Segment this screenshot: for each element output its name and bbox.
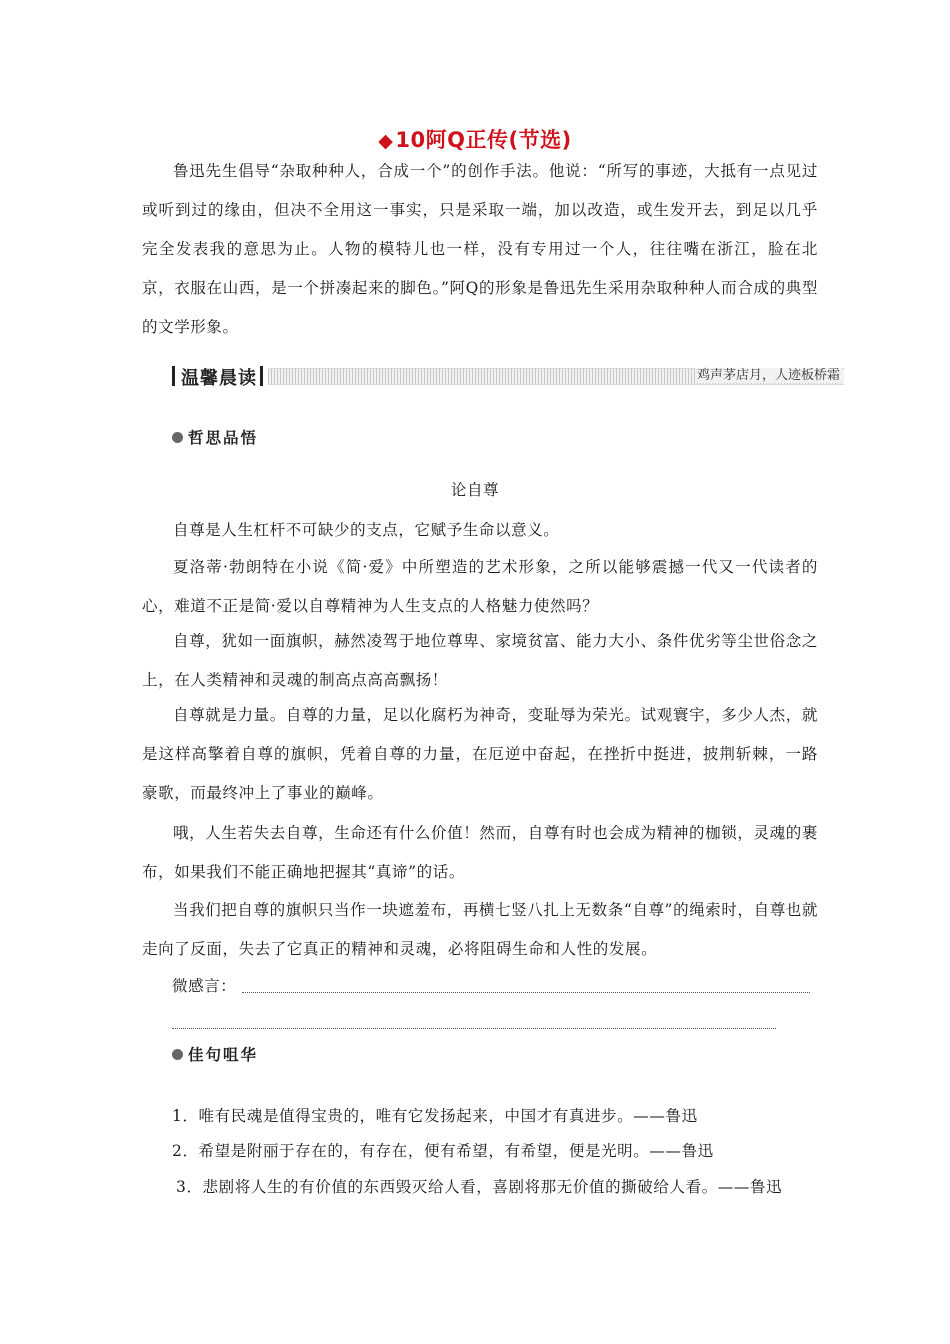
essay-title: 论自尊 (450, 481, 500, 499)
essay-paragraph: 夏洛蒂·勃朗特在小说《简·爱》中所塑造的艺术形象，之所以能够震撼一代又一代读者的心，难道不正是简·爱以自尊精神为人生支点的人格魅力使然吗？ (142, 558, 818, 615)
reflection-write-line[interactable] (172, 1028, 776, 1029)
section-heading-text: 哲思品悟 (188, 429, 259, 447)
diamond-icon: ◆ (378, 130, 394, 152)
banner-bar-right (260, 366, 263, 386)
essay-paragraph: 当我们把自尊的旗帜只当作一块遮羞布，再横七竖八扎上无数条“自尊”的绳索时，自尊也就走向了反面，失去了它真正的精神和灵魂，必将阻碍生命和人性的发展。 (142, 901, 818, 958)
bullet-dot-icon (172, 1049, 183, 1060)
banner-bar-left (172, 366, 175, 386)
banner-label: 温馨晨读 (181, 368, 257, 389)
banner-quote: 鸡声茅店月，人迹板桥霜 (696, 368, 840, 383)
lesson-title-text: 10阿Q正传(节选) (395, 128, 572, 152)
reflection-write-line[interactable] (242, 992, 810, 993)
bullet-dot-icon (172, 432, 183, 443)
section-heading-philosophy (172, 426, 258, 448)
intro-paragraph: 鲁迅先生倡导“杂取种种人，合成一个”的创作手法。他说：“所写的事迹，大抵有一点见过或听到过的缘由，但决不全用这一事实，只是采取一端，加以改造，或生发开去，到足以几乎完全发表我的意思为止。人物的模特儿也一样，没有专用过一个人，往往嘴在浙江，脸在北京，衣服在山西，是一个拼凑起来的脚色。”阿Q的形象是鲁迅先生采用杂取种种人而合成的典型的文学形象。 (142, 162, 818, 336)
essay-paragraph: 自尊是人生杠杆不可缺少的支点，它赋予生命以意义。 (173, 521, 560, 539)
section-heading-text: 佳句咀华 (188, 1046, 259, 1064)
essay-paragraph: 自尊就是力量。自尊的力量，足以化腐朽为神奇，变耻辱为荣光。试观寰宇，多少人杰，就是这样高擎着自尊的旗帜，凭着自尊的力量，在厄逆中奋起，在挫折中挺进，披荆斩棘，一路豪歌，而最终冲上了事业的巅峰。 (142, 706, 818, 802)
morning-reading-banner (172, 364, 844, 388)
quote-item: 2．希望是附丽于存在的，有存在，便有希望，有希望，便是光明。——鲁迅 (172, 1142, 714, 1160)
reflection-label: 微感言： (172, 977, 237, 995)
essay-paragraph: 哦，人生若失去自尊，生命还有什么价值！然而，自尊有时也会成为精神的枷锁，灵魂的裹布，如果我们不能正确地把握其“真谛”的话。 (142, 824, 818, 881)
lesson-title (0, 124, 950, 154)
essay-paragraph: 自尊，犹如一面旗帜，赫然凌驾于地位尊卑、家境贫富、能力大小、条件优劣等尘世俗念之上，在人类精神和灵魂的制高点高高飘扬！ (142, 632, 818, 689)
section-heading-quotes (172, 1043, 258, 1065)
quote-item: 3．悲剧将人生的有价值的东西毁灭给人看，喜剧将那无价值的撕破给人看。——鲁迅 (176, 1178, 783, 1196)
quote-item: 1．唯有民魂是值得宝贵的，唯有它发扬起来，中国才有真进步。——鲁迅 (172, 1107, 698, 1125)
